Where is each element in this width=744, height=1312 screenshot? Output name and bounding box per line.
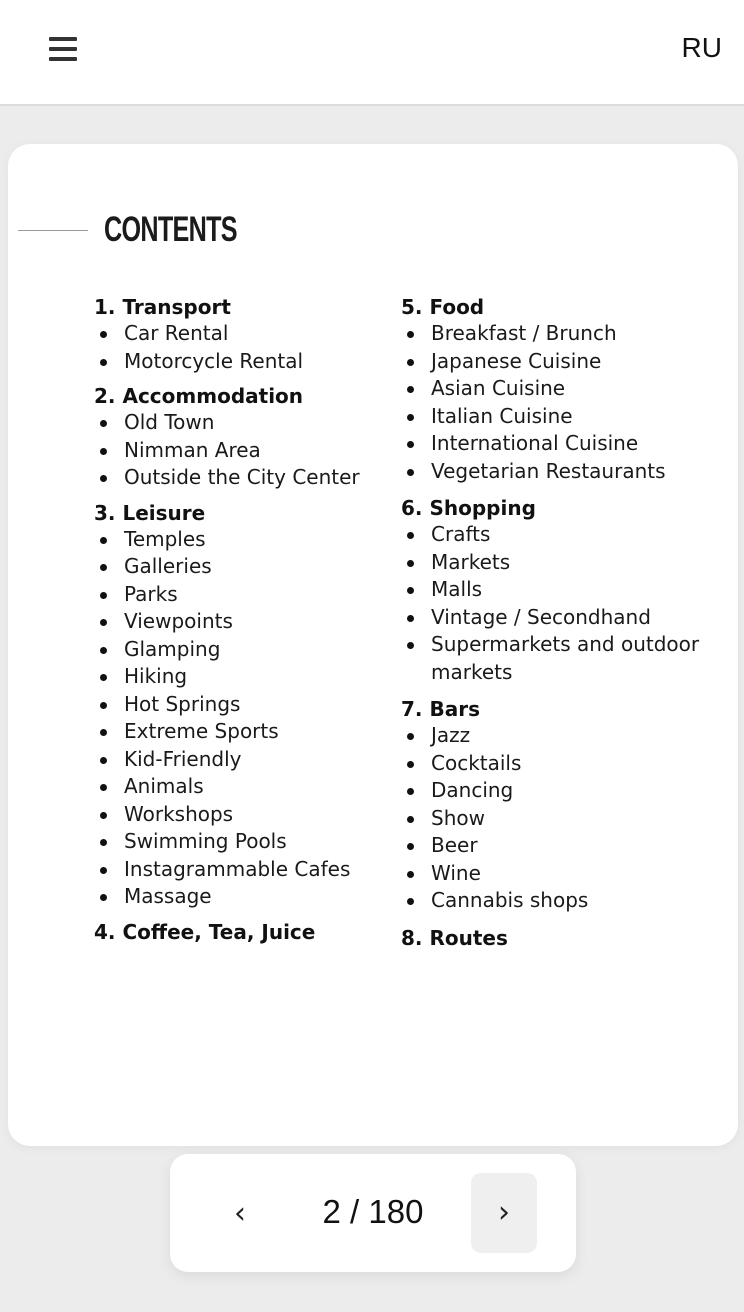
section-item[interactable]: Supermarkets and outdoor markets — [401, 631, 721, 686]
section-list — [94, 526, 394, 911]
section-item[interactable]: Jazz — [401, 722, 721, 750]
section-title[interactable]: 7. Bars — [401, 697, 480, 721]
section-item[interactable]: Asian Cuisine — [401, 375, 721, 403]
section-item[interactable]: Car Rental — [94, 320, 394, 348]
next-page-button[interactable]: › — [471, 1173, 537, 1253]
section-item[interactable]: Instagrammable Cafes — [94, 856, 394, 884]
section-item[interactable]: Kid-Friendly — [94, 746, 394, 774]
hamburger-menu-icon[interactable] — [49, 37, 77, 62]
section-item[interactable]: Glamping — [94, 636, 394, 664]
top-bar — [0, 0, 744, 106]
section-title[interactable]: 1. Transport — [94, 295, 231, 319]
section-title[interactable]: 8. Routes — [401, 925, 508, 950]
section-item[interactable]: Swimming Pools — [94, 828, 394, 856]
title-divider — [18, 230, 88, 231]
section-title[interactable]: 6. Shopping — [401, 496, 536, 520]
contents-title: CONTENTS — [104, 210, 237, 249]
section-item[interactable]: Markets — [401, 549, 721, 577]
section-list — [401, 521, 721, 686]
section-item[interactable]: Animals — [94, 773, 394, 801]
section-item[interactable]: Hiking — [94, 663, 394, 691]
section-item[interactable]: Outside the City Center — [94, 464, 394, 492]
section-item[interactable]: Hot Springs — [94, 691, 394, 719]
section-item[interactable]: Galleries — [94, 553, 394, 581]
section-item[interactable]: Parks — [94, 581, 394, 609]
section-item[interactable]: Motorcycle Rental — [94, 348, 394, 376]
section-title[interactable]: 4. Coffee, Tea, Juice — [94, 919, 316, 944]
section-item[interactable]: Japanese Cuisine — [401, 348, 721, 376]
contents-card — [8, 144, 738, 1146]
section-title[interactable]: 5. Food — [401, 295, 485, 319]
section-item[interactable]: Vintage / Secondhand — [401, 604, 721, 632]
section-item[interactable]: Cocktails — [401, 750, 721, 778]
section-item[interactable]: Beer — [401, 832, 721, 860]
section-list — [401, 320, 721, 485]
contents-left-column — [94, 294, 394, 945]
section-item[interactable]: Italian Cuisine — [401, 403, 721, 431]
page-indicator: 2 / 180 — [322, 1193, 424, 1230]
section-item[interactable]: Show — [401, 805, 721, 833]
section-item[interactable]: Malls — [401, 576, 721, 604]
section-list — [94, 409, 394, 492]
section-item[interactable]: Old Town — [94, 409, 394, 437]
section-list — [94, 320, 394, 375]
contents-right-column — [401, 294, 721, 951]
section-item[interactable]: Viewpoints — [94, 608, 394, 636]
section-item[interactable]: Crafts — [401, 521, 721, 549]
section-list — [401, 722, 721, 915]
section-item[interactable]: Vegetarian Restaurants — [401, 458, 721, 486]
section-item[interactable]: Breakfast / Brunch — [401, 320, 721, 348]
section-item[interactable]: Workshops — [94, 801, 394, 829]
section-item[interactable]: Wine — [401, 860, 721, 888]
section-item[interactable]: Dancing — [401, 777, 721, 805]
section-item[interactable]: Temples — [94, 526, 394, 554]
section-title[interactable]: 3. Leisure — [94, 500, 206, 525]
section-title[interactable]: 2. Accommodation — [94, 384, 304, 408]
section-item[interactable]: Massage — [94, 883, 394, 911]
section-item[interactable]: International Cuisine — [401, 430, 721, 458]
section-item[interactable]: Nimman Area — [94, 437, 394, 465]
page-navigator — [170, 1154, 576, 1272]
prev-page-button[interactable]: ‹ — [234, 1196, 246, 1231]
section-item[interactable]: Cannabis shops — [401, 887, 721, 915]
section-item[interactable]: Extreme Sports — [94, 718, 394, 746]
language-switch[interactable]: RU — [681, 32, 722, 63]
